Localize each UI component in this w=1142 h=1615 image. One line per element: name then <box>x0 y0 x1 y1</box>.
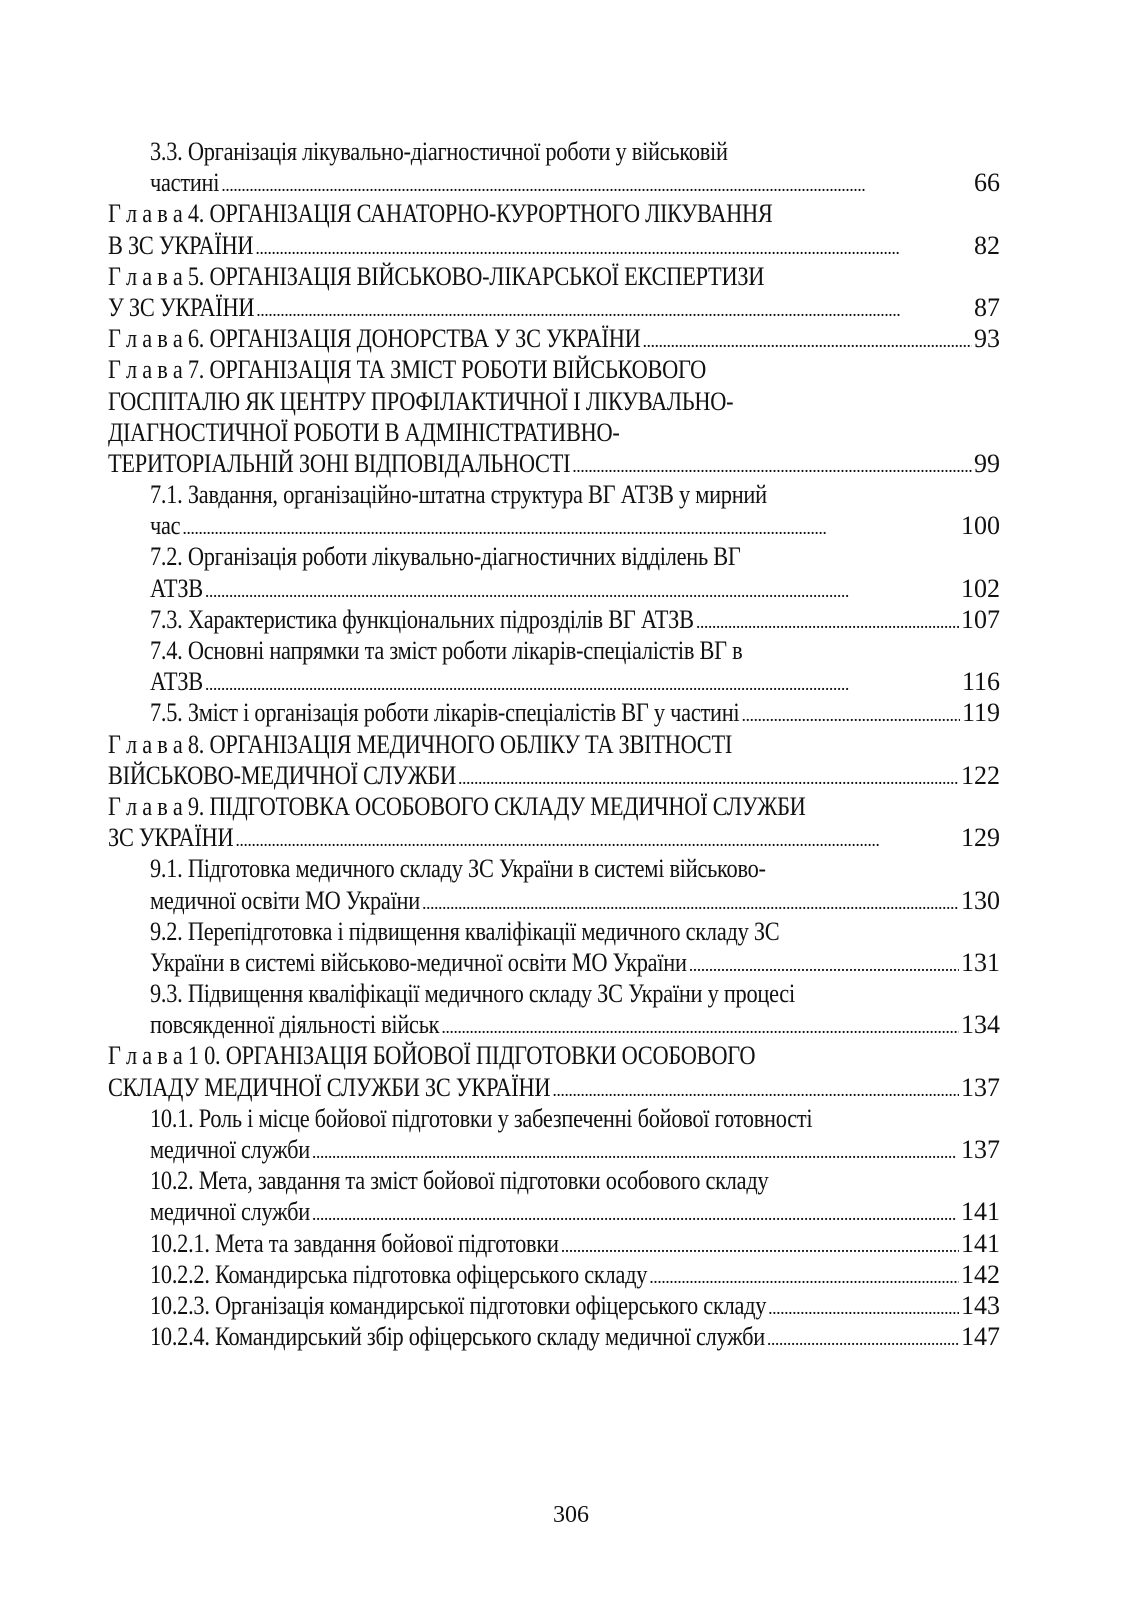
toc-entry-title: ТЕРИТОРІАЛЬНІЙ ЗОНІ ВІДПОВІДАЛЬНОСТІ <box>108 448 571 478</box>
dot-leader <box>255 230 972 261</box>
dot-leader <box>441 1009 959 1040</box>
toc-page-number: 122 <box>961 760 1000 790</box>
toc-line <box>108 760 1000 791</box>
toc-entry-title: час <box>150 511 181 541</box>
toc-line <box>108 1103 1000 1134</box>
toc-line <box>108 198 1000 229</box>
dot-leader <box>741 697 960 728</box>
toc-entry-title: 10.2.4. Командирський збір офіцерського складу медичної служби <box>150 1322 765 1352</box>
toc-line <box>108 261 1000 292</box>
toc-entry-title: медичної освіти МО України <box>150 885 420 915</box>
toc-line <box>108 1290 1000 1321</box>
dot-leader <box>422 885 959 916</box>
dot-leader <box>768 1290 959 1321</box>
toc-entry-title: 7.3. Характеристика функціональних підрозділів ВГ АТЗВ <box>150 604 694 634</box>
toc-entry-title: Г л а в а 8. ОРГАНІЗАЦІЯ МЕДИЧНОГО ОБЛІКУ ТА ЗВІТНОСТІ <box>108 729 733 759</box>
toc-page-number: 82 <box>974 230 1000 260</box>
toc-page-number: 93 <box>974 324 1000 354</box>
toc-page-number: 141 <box>961 1228 1000 1258</box>
toc-entry-title: 10.2. Мета, завдання та зміст бойової підготовки особового складу <box>150 1166 769 1196</box>
dot-leader <box>767 1321 959 1352</box>
dot-leader <box>689 947 959 978</box>
toc-section-entry[interactable] <box>108 1165 1000 1227</box>
toc-entry-title: 9.1. Підготовка медичного складу ЗС України в системі військово- <box>150 854 766 884</box>
toc-entry-title: АТЗВ <box>150 667 203 697</box>
toc-line <box>108 1134 1000 1165</box>
toc-line <box>108 510 1000 541</box>
toc-section-entry[interactable] <box>108 541 1000 603</box>
toc-entry-title: ГОСПІТАЛЮ ЯК ЦЕНТРУ ПРОФІЛАКТИЧНОЇ І ЛІКУВАЛЬНО- <box>108 386 734 416</box>
toc-page-number: 100 <box>961 511 1000 541</box>
dot-leader <box>205 573 959 604</box>
toc-line <box>108 697 1000 728</box>
dot-leader <box>572 448 972 479</box>
toc-entry-title: 7.1. Завдання, організаційно-штатна структура ВГ АТЗВ у мирний <box>150 480 767 510</box>
toc-page-number: 137 <box>961 1135 1000 1164</box>
toc-page-number: 99 <box>974 448 1000 478</box>
dot-leader <box>312 1196 959 1227</box>
toc-line <box>108 448 1000 479</box>
toc-line <box>108 1009 1000 1040</box>
toc-line <box>108 354 1000 385</box>
toc-section-entry[interactable] <box>108 1259 1000 1290</box>
toc-page-number: 130 <box>961 885 1000 915</box>
toc-line <box>108 167 1000 198</box>
toc-chapter-entry[interactable] <box>108 729 1000 791</box>
dot-leader <box>205 666 960 697</box>
toc-entry-title: 7.4. Основні напрямки та зміст роботи лікарів-спеціалістів ВГ в <box>150 636 743 665</box>
toc-entry-title: частині <box>150 168 220 198</box>
page-number: 306 <box>553 1502 589 1528</box>
toc-entry-title: 10.2.1. Мета та завдання бойової підготовки <box>150 1228 559 1258</box>
toc-page-number: 141 <box>961 1197 1000 1227</box>
dot-leader <box>561 1228 959 1259</box>
toc-line <box>108 916 1000 947</box>
toc-line <box>108 729 1000 760</box>
toc-chapter-entry[interactable] <box>108 198 1000 260</box>
toc-chapter-entry[interactable] <box>108 354 1000 479</box>
toc-page-number: 102 <box>961 573 1000 603</box>
toc-section-entry[interactable] <box>108 136 1000 198</box>
toc-page-number: 119 <box>961 698 1000 728</box>
toc-entry-title: У ЗС УКРАЇНИ <box>108 292 255 322</box>
toc-entry-title: Г л а в а 5. ОРГАНІЗАЦІЯ ВІЙСЬКОВО-ЛІКАРСЬКОЇ ЕКСПЕРТИЗИ <box>108 261 765 291</box>
toc-entry-title: повсякденної діяльності військ <box>150 1010 440 1040</box>
toc-section-entry[interactable] <box>108 697 1000 728</box>
toc-line <box>108 947 1000 978</box>
toc-entry-title: 10.1. Роль і місце бойової підготовки у забезпеченні бойової готовності <box>150 1103 813 1133</box>
toc-entry-title: Г л а в а 7. ОРГАНІЗАЦІЯ ТА ЗМІСТ РОБОТИ ВІЙСЬКОВОГО <box>108 355 707 385</box>
toc-line <box>108 978 1000 1009</box>
toc-chapter-entry[interactable] <box>108 791 1000 853</box>
toc-entry-title: 9.3. Підвищення кваліфікації медичного складу ЗС України у процесі <box>150 979 795 1009</box>
dot-leader <box>649 1259 959 1290</box>
toc-entry-title: 9.2. Перепідготовка і підвищення кваліфікації медичного складу ЗС <box>150 916 780 946</box>
toc-page-number: 107 <box>961 604 1000 634</box>
dot-leader <box>458 760 959 791</box>
toc-section-entry[interactable] <box>108 1321 1000 1352</box>
toc-page-number: 66 <box>974 168 1000 198</box>
toc-entry-title: 10.2.3. Організація командирської підготовки офіцерського складу <box>150 1290 767 1320</box>
toc-page-number: 87 <box>974 292 1000 322</box>
toc-entry-title: Г л а в а 4. ОРГАНІЗАЦІЯ САНАТОРНО-КУРОРТНОГО ЛІКУВАННЯ <box>108 199 773 229</box>
toc-section-entry[interactable] <box>108 853 1000 915</box>
toc-section-entry[interactable] <box>108 479 1000 541</box>
toc-entry-title: 3.3. Організація лікувально-діагностичної роботи у військовій <box>150 137 728 166</box>
toc-line <box>108 1040 1000 1071</box>
toc-line <box>108 635 1000 666</box>
dot-leader <box>643 323 972 354</box>
toc-entry-title: ДІАГНОСТИЧНОЇ РОБОТИ В АДМІНІСТРАТИВНО- <box>108 417 620 447</box>
toc-line <box>108 822 1000 853</box>
toc-entry-title: медичної служби <box>150 1135 310 1164</box>
toc-line <box>108 479 1000 510</box>
toc-entry-title: Г л а в а 1 0. ОРГАНІЗАЦІЯ БОЙОВОЇ ПІДГОТОВКИ ОСОБОВОГО <box>108 1041 756 1071</box>
toc-entry-title: ЗС УКРАЇНИ <box>108 823 234 853</box>
toc-entry-title: 7.2. Організація роботи лікувально-діагностичних відділень ВГ <box>150 542 741 572</box>
toc-line <box>108 230 1000 261</box>
toc-section-entry[interactable] <box>108 1103 1000 1165</box>
toc-line <box>108 1072 1000 1103</box>
toc-section-entry[interactable] <box>108 1228 1000 1259</box>
toc-line <box>108 666 1000 697</box>
toc-entry-title: СКЛАДУ МЕДИЧНОЇ СЛУЖБИ ЗС УКРАЇНИ <box>108 1072 551 1102</box>
toc-page-number: 142 <box>961 1259 1000 1289</box>
toc-line <box>108 1321 1000 1352</box>
toc-chapter-entry[interactable] <box>108 1040 1000 1102</box>
toc-section-entry[interactable] <box>108 916 1000 978</box>
toc-page-number: 143 <box>961 1290 1000 1320</box>
toc-line <box>108 885 1000 916</box>
toc-line <box>108 604 1000 635</box>
dot-leader <box>235 822 959 853</box>
dot-leader <box>696 604 959 635</box>
toc-line <box>108 1228 1000 1259</box>
toc-entry-title: Г л а в а 6. ОРГАНІЗАЦІЯ ДОНОРСТВА У ЗС УКРАЇНИ <box>108 324 641 354</box>
dot-leader <box>552 1072 959 1103</box>
toc-page-number: 134 <box>961 1010 1000 1040</box>
toc-section-entry[interactable] <box>108 604 1000 635</box>
toc-entry-title: України в системі військово-медичної освіти МО України <box>150 947 687 977</box>
toc-line <box>108 1196 1000 1227</box>
toc-entry-title: медичної служби <box>150 1197 310 1227</box>
toc-line <box>108 292 1000 323</box>
toc-entry-title: ВІЙСЬКОВО-МЕДИЧНОЇ СЛУЖБИ <box>108 760 457 790</box>
toc-chapter-entry[interactable] <box>108 323 1000 354</box>
toc-line <box>108 1259 1000 1290</box>
table-of-contents <box>108 136 1000 1352</box>
dot-leader <box>256 292 972 323</box>
toc-page-number: 147 <box>961 1322 1000 1352</box>
toc-entry-title: 7.5. Зміст і організація роботи лікарів-спеціалістів ВГ у частині <box>150 698 740 728</box>
toc-line <box>108 541 1000 572</box>
toc-line <box>108 386 1000 417</box>
toc-page-number: 116 <box>961 667 1000 697</box>
toc-chapter-entry[interactable] <box>108 261 1000 323</box>
toc-entry-title: АТЗВ <box>150 573 203 603</box>
dot-leader <box>221 167 972 198</box>
toc-page-number: 129 <box>961 823 1000 853</box>
dot-leader <box>182 510 959 541</box>
toc-entry-title: Г л а в а 9. ПІДГОТОВКА ОСОБОВОГО СКЛАДУ МЕДИЧНОЇ СЛУЖБИ <box>108 791 806 821</box>
toc-line <box>108 573 1000 604</box>
toc-entry-title: 10.2.2. Командирська підготовка офіцерського складу <box>150 1259 648 1289</box>
toc-line <box>108 136 1000 167</box>
toc-line <box>108 323 1000 354</box>
toc-section-entry[interactable] <box>108 1290 1000 1321</box>
toc-line <box>108 791 1000 822</box>
toc-entry-title: В ЗС УКРАЇНИ <box>108 230 254 260</box>
toc-line <box>108 417 1000 448</box>
toc-line <box>108 853 1000 884</box>
toc-section-entry[interactable] <box>108 635 1000 697</box>
toc-line <box>108 1165 1000 1196</box>
toc-section-entry[interactable] <box>108 978 1000 1040</box>
toc-page-number: 137 <box>961 1072 1000 1102</box>
toc-page-number: 131 <box>961 947 1000 977</box>
dot-leader <box>312 1134 959 1165</box>
